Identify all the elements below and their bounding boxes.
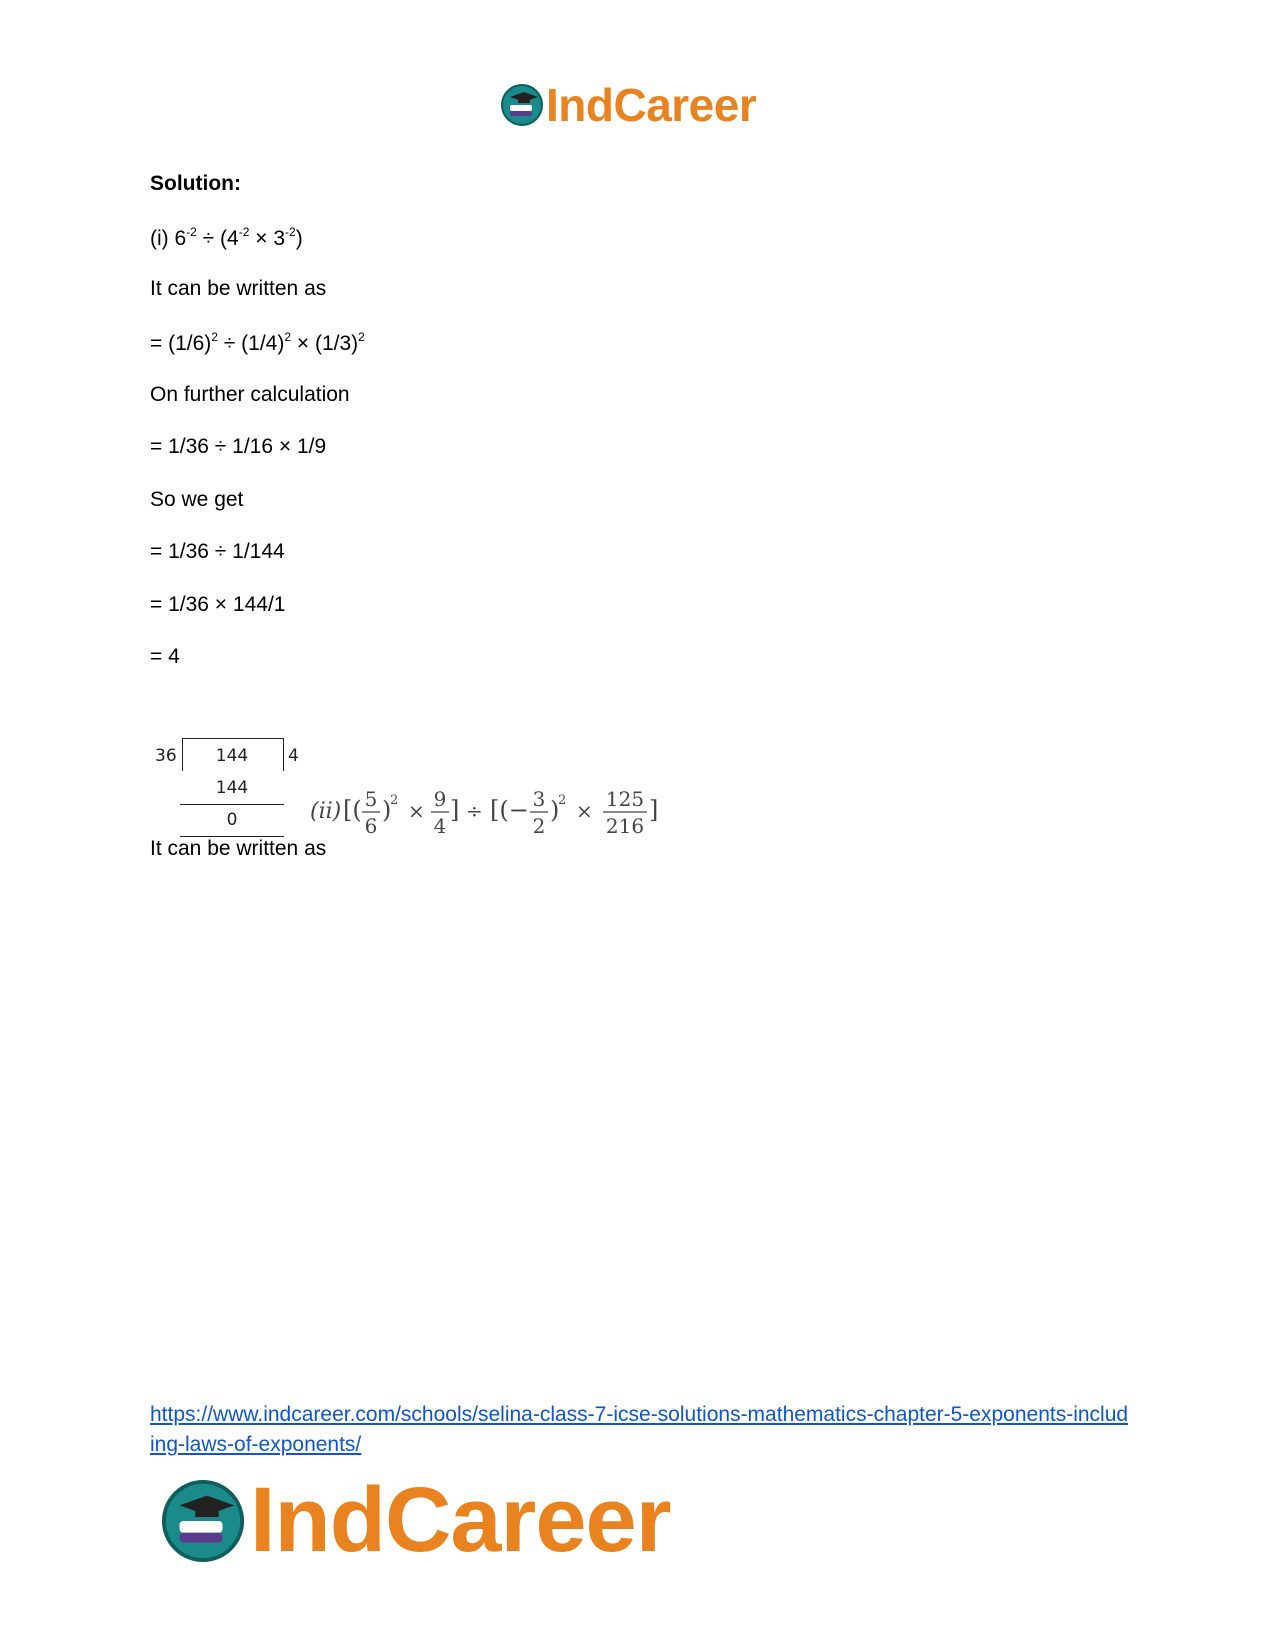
svg-text:×: × (408, 799, 425, 823)
division-divisor: 36 (155, 746, 177, 766)
so-we-get-text: So we get (150, 488, 244, 511)
svg-text:[(: [( (343, 796, 362, 824)
written-as-text-2: It can be written as (150, 837, 327, 860)
equation-3: = 1/36 ÷ 1/144 (150, 540, 285, 563)
svg-text:[(−: [(− (490, 796, 529, 824)
written-as-text: It can be written as (150, 277, 327, 300)
svg-text:÷: ÷ (466, 799, 483, 823)
svg-text:): ) (550, 796, 560, 824)
equation-2: = 1/36 ÷ 1/16 × 1/9 (150, 435, 327, 458)
part-ii-expression (310, 776, 690, 846)
equation-1: = $(1/6)^2 \div (1/4)^2 \times (1/3)^2$ (150, 330, 365, 355)
fraction-3-den: 2 (532, 814, 546, 838)
footer-logo-text: IndCareer (250, 1469, 671, 1571)
further-calculation-text: On further calculation (150, 383, 350, 406)
division-remainder: 0 (226, 810, 238, 830)
graduation-book-icon (160, 1478, 246, 1564)
source-link[interactable]: https://www.indcareer.com/schools/selina-class-7-icse-solutions-mathematics-chapter-5-exponents-including-laws-of-exponents/ (150, 1403, 1129, 1456)
fraction-4-num: 125 (605, 787, 645, 811)
header-logo-text: IndCareer (546, 79, 757, 131)
fraction-1-den: 6 (364, 814, 378, 838)
division-dividend: 144 (215, 746, 249, 766)
fraction-2-num: 9 (433, 787, 447, 811)
svg-text:]: ] (450, 796, 460, 824)
division-subtract: 144 (215, 778, 249, 798)
part-ii-label: (ii) (310, 799, 342, 824)
equation-4: = 1/36 × 144/1 (150, 593, 286, 616)
division-rule-bottom (180, 836, 284, 837)
exponent-1: 2 (390, 793, 399, 808)
fraction-2-den: 4 (433, 814, 447, 838)
graduation-book-icon (500, 83, 544, 127)
svg-text:×: × (576, 799, 593, 823)
fraction-1-num: 5 (364, 787, 378, 811)
svg-text:]: ] (649, 796, 659, 824)
part-i-expression: (i) $6^{-2} \div (4^{-2} \times 3^{-2})$ (150, 225, 303, 250)
equation-5: = 4 (150, 645, 180, 668)
long-division (150, 738, 300, 838)
fraction-4-den: 216 (605, 814, 645, 838)
division-rule (180, 804, 284, 805)
fraction-3-num: 3 (532, 787, 546, 811)
solution-heading: Solution: (150, 172, 241, 195)
footer-logo (160, 1468, 671, 1573)
svg-text:): ) (382, 796, 392, 824)
division-quotient: 4 (288, 746, 299, 766)
header-logo (500, 78, 756, 132)
exponent-2: 2 (558, 793, 567, 808)
